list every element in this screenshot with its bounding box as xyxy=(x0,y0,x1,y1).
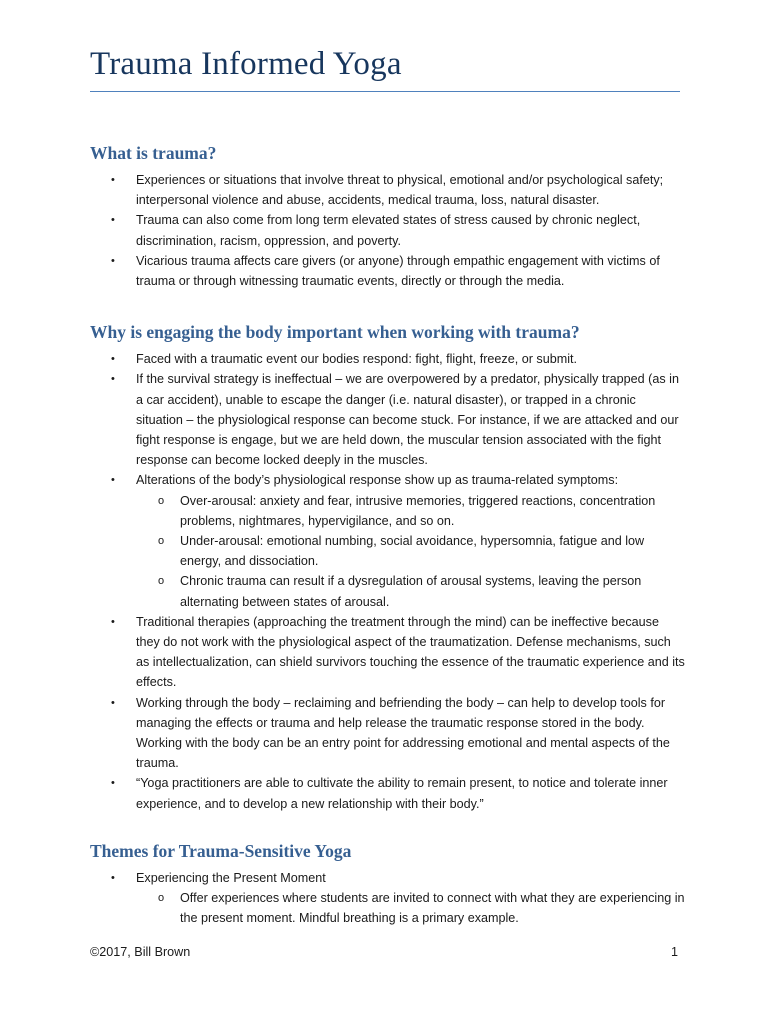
bullet-icon: • xyxy=(111,615,115,628)
list-item-text: Vicarious trauma affects care givers (or anyone) through empathic engagement with victims of trauma or through witnessing traumatic events, directly or through the media. xyxy=(136,253,660,289)
section-heading-what-is-trauma: What is trauma? xyxy=(90,143,217,163)
section-heading-why-engaging-body: Why is engaging the body important when working with trauma? xyxy=(90,322,580,343)
sub-list-item-text: Over-arousal: anxiety and fear, intrusive memories, triggered reactions, concentration problems, nightmares, hypervigilance, and so on. xyxy=(180,493,656,528)
sub-bullet-icon: o xyxy=(158,892,165,905)
list-item xyxy=(111,369,685,470)
list-item xyxy=(111,693,685,774)
list-item-text: Faced with a traumatic event our bodies respond: fight, flight, freeze, or submit. xyxy=(136,352,578,367)
list-item xyxy=(111,773,685,813)
sub-list-item xyxy=(158,531,685,571)
list-item-text: Experiences or situations that involve threat to physical, emotional and/or psychological safety; interpersonal violence and abuse, accidents, medical trauma, loss, natural disaster. xyxy=(136,173,664,208)
sub-list-item-text: Offer experiences where students are invited to connect with what they are experiencing in the present moment. Mindful breathing is a primary example. xyxy=(180,891,685,926)
bullet-icon: • xyxy=(111,373,115,386)
bullet-icon: • xyxy=(111,174,115,186)
bullet-icon: • xyxy=(111,777,115,790)
page-title: Trauma Informed Yoga xyxy=(90,46,402,82)
list-item xyxy=(111,210,685,250)
bullet-icon: • xyxy=(111,474,115,487)
footer-copyright: ©2017, Bill Brown xyxy=(90,945,191,959)
list-item xyxy=(111,470,685,611)
list-item-text: Alterations of the body’s physiological response show up as trauma-related symptoms: xyxy=(136,473,619,488)
bullet-icon: • xyxy=(111,871,115,884)
list-item-text: Trauma can also come from long term elevated states of stress caused by chronic neglect, discrimination, racism, oppression, and poverty. xyxy=(136,213,641,248)
bullet-icon: • xyxy=(111,254,115,267)
bullet-icon: • xyxy=(111,214,115,227)
bullet-list xyxy=(90,170,685,291)
bullet-icon: • xyxy=(111,696,115,709)
sub-list-item xyxy=(158,888,685,928)
title-divider xyxy=(90,91,680,92)
list-item-text: Traditional therapies (approaching the treatment through the mind) can be ineffective because they do not work with the physiological aspect of the traumatization. Defense mechanisms, such as intellectualization, can shield survivors touching the essence of the traumatic experience and its effects. xyxy=(136,614,685,690)
list-item-text: If the survival strategy is ineffectual – we are overpowered by a predator, physically trapped (as in a car accident), unable to escape the danger (i.e. natural disaster), or trapped in a chronic situation – the physiological response can become stuck. For instance, if we are attacked and our fight response is engage, but we are held down, the muscular tension associated with the fight response can become locked deeply in the muscles. xyxy=(136,372,679,468)
list-item xyxy=(111,170,685,210)
sub-bullet-icon: o xyxy=(158,494,165,507)
bullet-list xyxy=(90,349,685,814)
sub-list-item xyxy=(158,571,685,611)
sub-list-item-text: Under-arousal: emotional numbing, social avoidance, hypersomnia, fatigue and low energy, and dissociation. xyxy=(180,534,645,569)
list-item-text: “Yoga practitioners are able to cultivate the ability to remain present, to notice and tolerate inner experience, and to develop a new relationship with their body.” xyxy=(136,776,668,811)
sub-bullet-icon: o xyxy=(158,575,165,588)
sub-bullet-list xyxy=(136,491,685,612)
sub-bullet-list xyxy=(136,888,685,928)
list-item xyxy=(111,251,685,291)
sub-list-item-text: Chronic trauma can result if a dysregulation of arousal systems, leaving the person alternating between states of arousal. xyxy=(180,574,642,609)
list-item-text: Experiencing the Present Moment xyxy=(136,870,326,885)
sub-bullet-icon: o xyxy=(158,535,165,548)
list-item xyxy=(111,612,685,693)
footer-page-number: 1 xyxy=(670,945,678,959)
bullet-list xyxy=(90,868,685,929)
section-heading-themes: Themes for Trauma-Sensitive Yoga xyxy=(90,840,352,861)
list-item xyxy=(111,868,685,929)
sub-list-item xyxy=(158,491,685,531)
document-body xyxy=(90,140,685,929)
list-item xyxy=(111,349,685,369)
list-item-text: Working through the body – reclaiming and befriending the body – can help to develop tools for managing the effects or trauma and help release the traumatic response stored in the body. Working with the body can be an entry point for addressing emotional and mental aspects of the trauma. xyxy=(136,695,670,771)
bullet-icon: • xyxy=(111,353,115,366)
